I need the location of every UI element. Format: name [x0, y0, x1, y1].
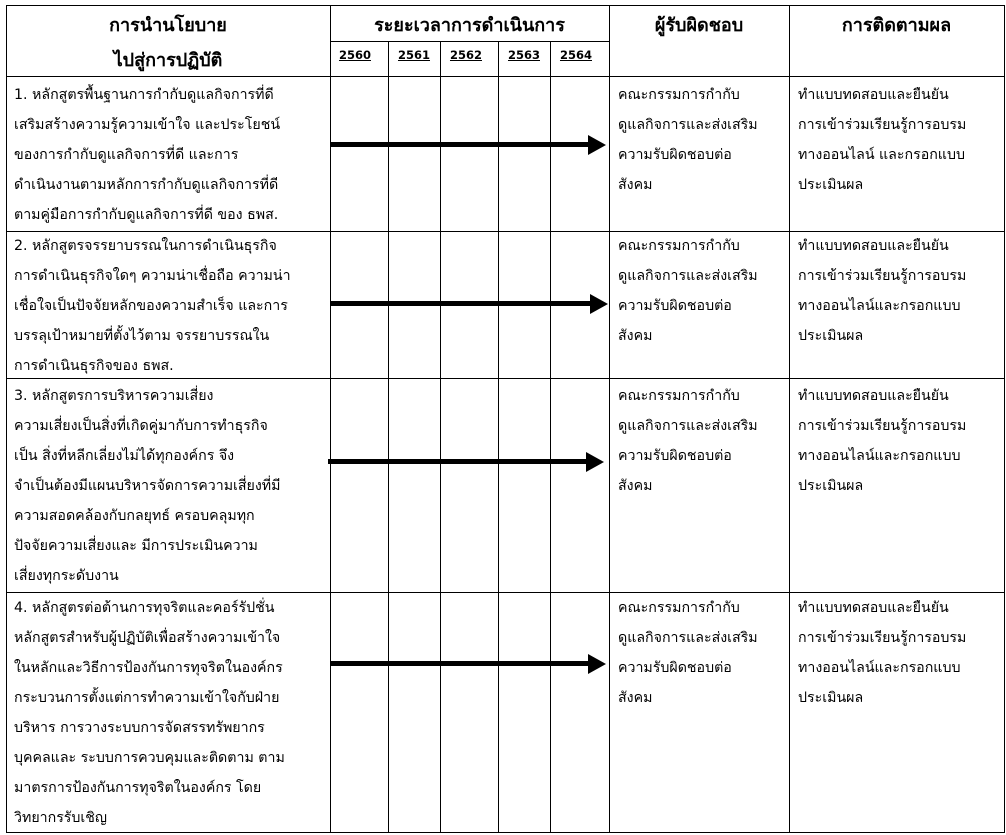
cell-line: เสี่ยงทุกระดับงาน: [14, 568, 119, 584]
row-4-followup: [798, 593, 966, 713]
cell-line: ประเมินผล: [798, 478, 864, 494]
cell-line: การดำเนินธุรกิจของ ธพส.: [14, 358, 174, 374]
column-divider: [609, 5, 610, 833]
cell-line: การเข้าร่วมเรียนรู้การอบรม: [798, 268, 967, 284]
cell-line: หลักสูตรสำหรับผู้ปฏิบัติเพื่อสร้างความเข้าใจ: [14, 630, 281, 646]
column-divider: [330, 5, 331, 833]
cell-line: บุคคลและ ระบบการควบคุมและติดตาม ตาม: [14, 750, 285, 766]
cell-line: ประเมินผล: [798, 690, 864, 706]
column-divider: [789, 5, 790, 833]
header-year: 2561: [397, 48, 430, 62]
cell-line: ความรับผิดชอบต่อ: [618, 660, 732, 676]
cell-line: บริหาร การวางระบบการจัดสรรทรัพยากร: [14, 720, 265, 736]
cell-line: สังคม: [618, 690, 653, 706]
cell-line: ความรับผิดชอบต่อ: [618, 147, 732, 163]
header-year: 2560: [338, 48, 371, 62]
cell-line: วิทยากรรับเชิญ: [14, 810, 108, 826]
cell-line: 2. หลักสูตรจรรยาบรรณในการดำเนินธุรกิจ: [14, 238, 277, 254]
header-responsible: ผู้รับผิดชอบ: [654, 15, 744, 36]
row-4-policy: [14, 593, 285, 833]
row-3-policy: [14, 381, 281, 591]
cell-line: คณะกรรมการกำกับ: [618, 238, 740, 254]
timeline-arrow: [330, 301, 592, 306]
cell-line: สังคม: [618, 328, 653, 344]
row-3-followup: [798, 381, 966, 501]
header-year: 2563: [507, 48, 540, 62]
header-period: ระยะเวลาการดำเนินการ: [374, 15, 565, 36]
timeline-arrow: [330, 661, 590, 666]
cell-line: เป็น สิ่งที่หลีกเลี่ยงไม่ได้ทุกองค์กร จึง: [14, 448, 235, 464]
cell-line: สังคม: [618, 478, 653, 494]
cell-line: ความเสี่ยงเป็นสิ่งที่เกิดคู่มากับการทำธุรกิจ: [14, 418, 268, 434]
cell-line: ปัจจัยความเสี่ยงและ มีการประเมินความ: [14, 538, 258, 554]
header-year: 2564: [559, 48, 592, 62]
row-1-policy: [14, 80, 280, 230]
cell-line: ดูแลกิจการและส่งเสริม: [618, 117, 758, 133]
cell-line: ในหลักและวิธีการป้องกันการทุจริตในองค์กร: [14, 660, 283, 676]
cell-line: 1. หลักสูตรพื้นฐานการกำกับดูแลกิจการที่ดี: [14, 87, 274, 103]
row-2-policy: [14, 231, 291, 381]
timeline-arrow: [330, 142, 590, 147]
cell-line: จำเป็นต้องมีแผนบริหารจัดการความเสี่ยงที่มี: [14, 478, 281, 494]
cell-line: ทางออนไลน์และกรอกแบบ: [798, 448, 961, 464]
year-divider: [440, 42, 441, 833]
table-border-right: [1004, 5, 1005, 833]
cell-line: เสริมสร้างความรู้ความเข้าใจ และประโยชน์: [14, 117, 281, 133]
cell-line: การเข้าร่วมเรียนรู้การอบรม: [798, 117, 967, 133]
row-divider: [6, 76, 1005, 77]
cell-line: สังคม: [618, 177, 653, 193]
row-2-responsible: [618, 231, 758, 351]
year-divider: [498, 42, 499, 833]
cell-line: บรรลุเป้าหมายที่ตั้งไว้ตาม จรรยาบรรณใน: [14, 328, 270, 344]
header-policy-line2: ไปสู่การปฏิบัติ: [113, 50, 223, 71]
cell-line: 4. หลักสูตรต่อต้านการทุจริตและคอร์รัปชั่น: [14, 600, 275, 616]
row-1-followup: [798, 80, 966, 200]
cell-line: ทางออนไลน์ และกรอกแบบ: [798, 147, 965, 163]
cell-line: ของการกำกับดูแลกิจการที่ดี และการ: [14, 147, 239, 163]
cell-line: คณะกรรมการกำกับ: [618, 87, 740, 103]
cell-line: ดำเนินงานตามหลักการกำกับดูแลกิจการที่ดี: [14, 177, 279, 193]
cell-line: มาตรการป้องกันการทุจริตในองค์กร โดย: [14, 780, 262, 796]
cell-line: 3. หลักสูตรการบริหารความเสี่ยง: [14, 388, 214, 404]
row-2-followup: [798, 231, 966, 351]
row-4-responsible: [618, 593, 758, 713]
header-policy-line1: การนำนโยบาย: [109, 15, 227, 36]
cell-line: ความรับผิดชอบต่อ: [618, 298, 732, 314]
cell-line: เชื่อใจเป็นปัจจัยหลักของความสำเร็จ และการ: [14, 298, 288, 314]
cell-line: คณะกรรมการกำกับ: [618, 388, 740, 404]
cell-line: ประเมินผล: [798, 177, 864, 193]
table-border-left: [6, 5, 7, 833]
cell-line: การเข้าร่วมเรียนรู้การอบรม: [798, 630, 967, 646]
cell-line: กระบวนการตั้งแต่การทำความเข้าใจกับฝ่าย: [14, 690, 280, 706]
cell-line: ความสอดคล้องกับกลยุทธ์ ครอบคลุมทุก: [14, 508, 255, 524]
cell-line: ประเมินผล: [798, 328, 864, 344]
year-divider: [550, 42, 551, 833]
row-3-responsible: [618, 381, 758, 501]
cell-line: ทำแบบทดสอบและยืนยัน: [798, 600, 949, 616]
timeline-arrow: [328, 459, 588, 464]
cell-line: ความรับผิดชอบต่อ: [618, 448, 732, 464]
cell-line: ทำแบบทดสอบและยืนยัน: [798, 388, 949, 404]
table-border-top: [6, 5, 1005, 6]
cell-line: ทางออนไลน์และกรอกแบบ: [798, 298, 961, 314]
cell-line: ทางออนไลน์และกรอกแบบ: [798, 660, 961, 676]
cell-line: ดูแลกิจการและส่งเสริม: [618, 630, 758, 646]
period-header-rule: [330, 41, 610, 42]
row-1-responsible: [618, 80, 758, 200]
year-divider: [388, 42, 389, 833]
header-year: 2562: [449, 48, 482, 62]
cell-line: ดูแลกิจการและส่งเสริม: [618, 268, 758, 284]
cell-line: การดำเนินธุรกิจใดๆ ความน่าเชื่อถือ ความน่า: [14, 268, 291, 284]
cell-line: ตามคู่มือการกำกับดูแลกิจการที่ดี ของ ธพส.: [14, 207, 279, 223]
cell-line: ทำแบบทดสอบและยืนยัน: [798, 238, 949, 254]
cell-line: ทำแบบทดสอบและยืนยัน: [798, 87, 949, 103]
cell-line: การเข้าร่วมเรียนรู้การอบรม: [798, 418, 967, 434]
cell-line: คณะกรรมการกำกับ: [618, 600, 740, 616]
cell-line: ดูแลกิจการและส่งเสริม: [618, 418, 758, 434]
header-followup: การติดตามผล: [841, 15, 952, 36]
